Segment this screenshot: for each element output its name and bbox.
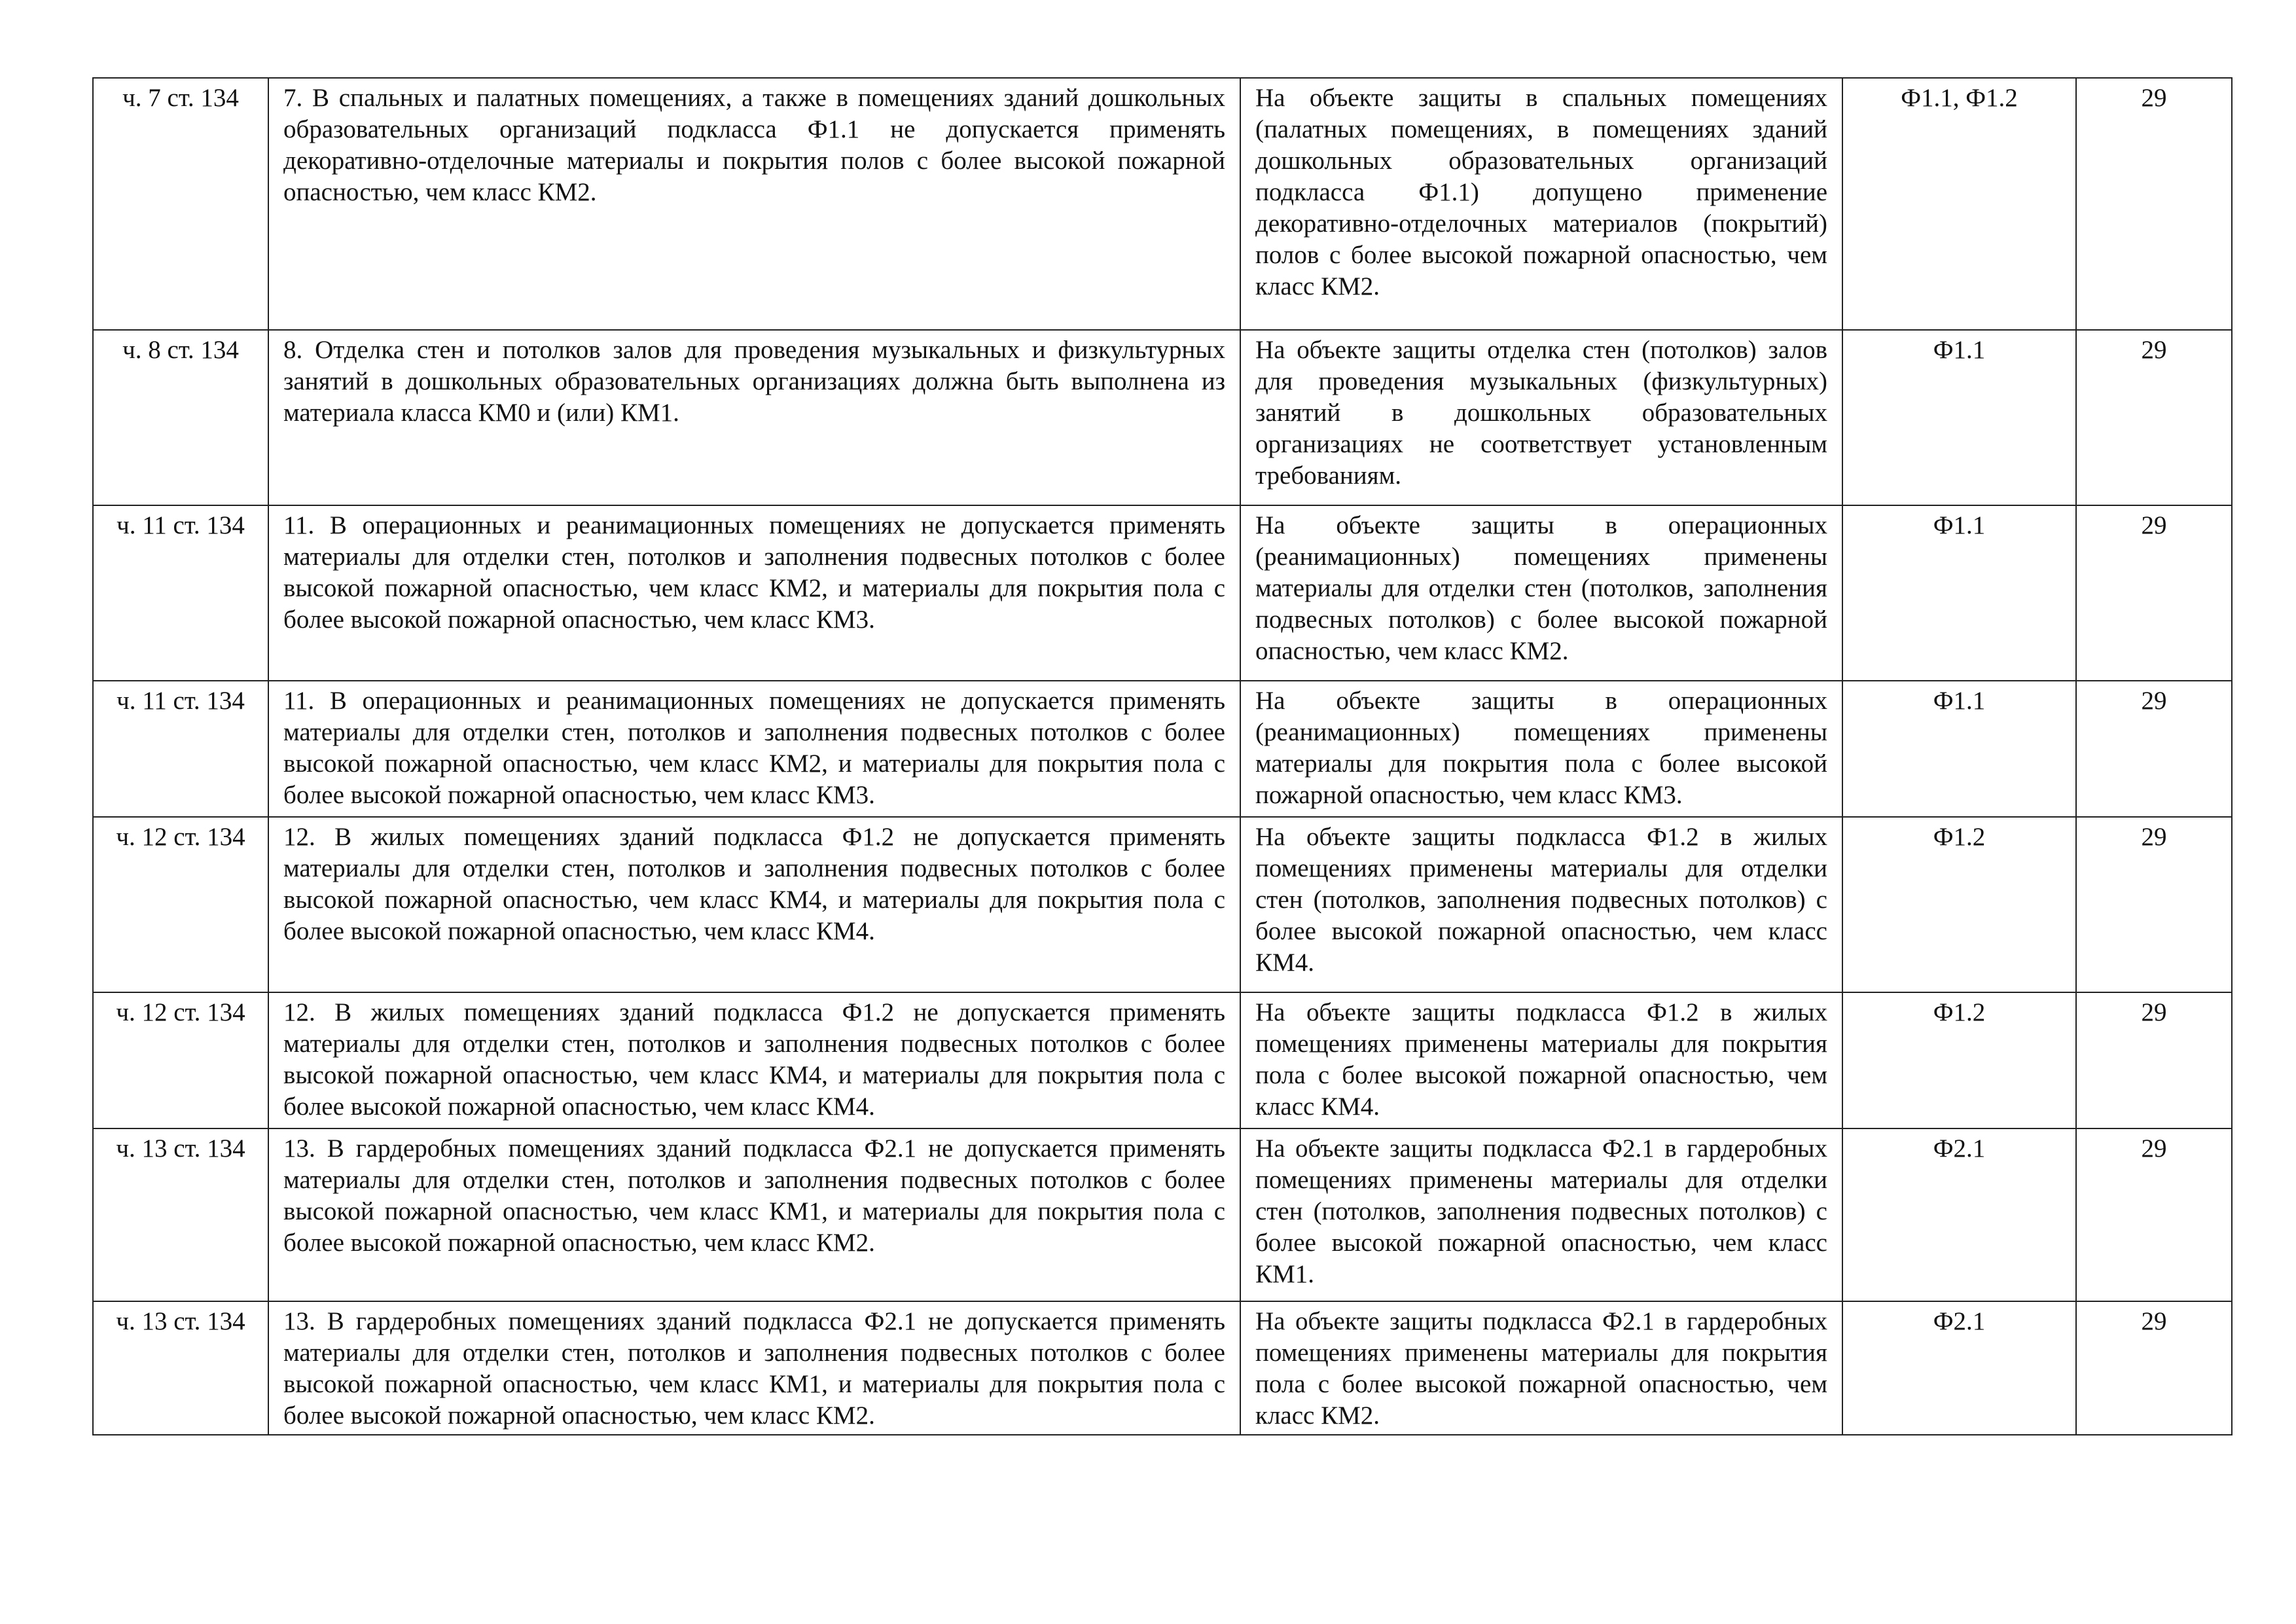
functional-class: Ф1.2 [1842,817,2076,992]
functional-class: Ф1.1 [1842,330,2076,505]
functional-class: Ф1.1, Ф1.2 [1842,78,2076,330]
point-number: 29 [2076,817,2232,992]
table-row [93,1128,2232,1301]
article-reference: ч. 8 ст. 134 [93,330,268,505]
requirement-text: 7. В спальных и палатных помещениях, а также в помещениях зданий дошкольных образовательных организаций подкласса Ф1.1 не допускается применять декоративно-отделочные материалы и покрытия полов с более высокой пожарной опасностью, чем класс КМ2. [268,78,1240,330]
article-reference: ч. 13 ст. 134 [93,1301,268,1435]
requirement-text: 11. В операционных и реанимационных помещениях не допускается применять материалы для отделки стен, потолков и заполнения подвесных потолков с более высокой пожарной опасностью, чем класс КМ2, и материалы для покрытия пола с более высокой пожарной опасностью, чем класс КМ3. [268,505,1240,681]
article-reference: ч. 11 ст. 134 [93,681,268,817]
functional-class: Ф1.1 [1842,681,2076,817]
table-row [93,78,2232,330]
table-row [93,505,2232,681]
article-reference: ч. 12 ст. 134 [93,817,268,992]
violation-text: На объекте защиты подкласса Ф2.1 в гардеробных помещениях применены материалы для отделки стен (потолков, заполнения подвесных потолков) с более высокой пожарной опасностью, чем класс КМ1. [1240,1128,1842,1301]
functional-class: Ф1.1 [1842,505,2076,681]
point-number: 29 [2076,681,2232,817]
violation-text: На объекте защиты подкласса Ф2.1 в гардеробных помещениях применены материалы для покрытия пола с более высокой пожарной опасностью, чем класс КМ2. [1240,1301,1842,1435]
requirements-table [92,77,2233,1435]
requirement-text: 13. В гардеробных помещениях зданий подкласса Ф2.1 не допускается применять материалы для отделки стен, потолков и заполнения подвесных потолков с более высокой пожарной опасностью, чем класс КМ1, и материалы для покрытия пола с более высокой пожарной опасностью, чем класс КМ2. [268,1128,1240,1301]
point-number: 29 [2076,1301,2232,1435]
violation-text: На объекте защиты в операционных (реанимационных) помещениях применены материалы для покрытия пола с более высокой пожарной опасностью, чем класс КМ3. [1240,681,1842,817]
table-row [93,330,2232,505]
violation-text: На объекте защиты отделка стен (потолков) залов для проведения музыкальных (физкультурных) занятий в дошкольных образовательных организациях не соответствует установленным требованиям. [1240,330,1842,505]
violation-text: На объекте защиты в операционных (реанимационных) помещениях применены материалы для отделки стен (потолков, заполнения подвесных потолков) с более высокой пожарной опасностью, чем класс КМ2. [1240,505,1842,681]
table-row [93,817,2232,992]
point-number: 29 [2076,1128,2232,1301]
violation-text: На объекте защиты подкласса Ф1.2 в жилых помещениях применены материалы для отделки стен (потолков, заполнения подвесных потолков) с более высокой пожарной опасностью, чем класс КМ4. [1240,817,1842,992]
point-number: 29 [2076,505,2232,681]
article-reference: ч. 11 ст. 134 [93,505,268,681]
requirement-text: 13. В гардеробных помещениях зданий подкласса Ф2.1 не допускается применять материалы для отделки стен, потолков и заполнения подвесных потолков с более высокой пожарной опасностью, чем класс КМ1, и материалы для покрытия пола с более высокой пожарной опасностью, чем класс КМ2. [268,1301,1240,1435]
requirement-text: 12. В жилых помещениях зданий подкласса Ф1.2 не допускается применять материалы для отделки стен, потолков и заполнения подвесных потолков с более высокой пожарной опасностью, чем класс КМ4, и материалы для покрытия пола с более высокой пожарной опасностью, чем класс КМ4. [268,992,1240,1128]
table-row [93,992,2232,1128]
point-number: 29 [2076,78,2232,330]
violation-text: На объекте защиты подкласса Ф1.2 в жилых помещениях применены материалы для покрытия пола с более высокой пожарной опасностью, чем класс КМ4. [1240,992,1842,1128]
article-reference: ч. 13 ст. 134 [93,1128,268,1301]
violation-text: На объекте защиты в спальных помещениях (палатных помещениях, в помещениях зданий дошкольных образовательных организаций подкласса Ф1.1) допущено применение декоративно-отделочных материалов (покрытий) полов с более высокой пожарной опасностью, чем класс КМ2. [1240,78,1842,330]
table-row [93,1301,2232,1435]
requirement-text: 8. Отделка стен и потолков залов для проведения музыкальных и физкультурных занятий в дошкольных образовательных организациях должна быть выполнена из материала класса КМ0 и (или) КМ1. [268,330,1240,505]
point-number: 29 [2076,992,2232,1128]
article-reference: ч. 12 ст. 134 [93,992,268,1128]
requirement-text: 12. В жилых помещениях зданий подкласса Ф1.2 не допускается применять материалы для отделки стен, потолков и заполнения подвесных потолков с более высокой пожарной опасностью, чем класс КМ4, и материалы для покрытия пола с более высокой пожарной опасностью, чем класс КМ4. [268,817,1240,992]
functional-class: Ф2.1 [1842,1301,2076,1435]
article-reference: ч. 7 ст. 134 [93,78,268,330]
functional-class: Ф2.1 [1842,1128,2076,1301]
point-number: 29 [2076,330,2232,505]
functional-class: Ф1.2 [1842,992,2076,1128]
table-row [93,681,2232,817]
requirement-text: 11. В операционных и реанимационных помещениях не допускается применять материалы для отделки стен, потолков и заполнения подвесных потолков с более высокой пожарной опасностью, чем класс КМ2, и материалы для покрытия пола с более высокой пожарной опасностью, чем класс КМ3. [268,681,1240,817]
